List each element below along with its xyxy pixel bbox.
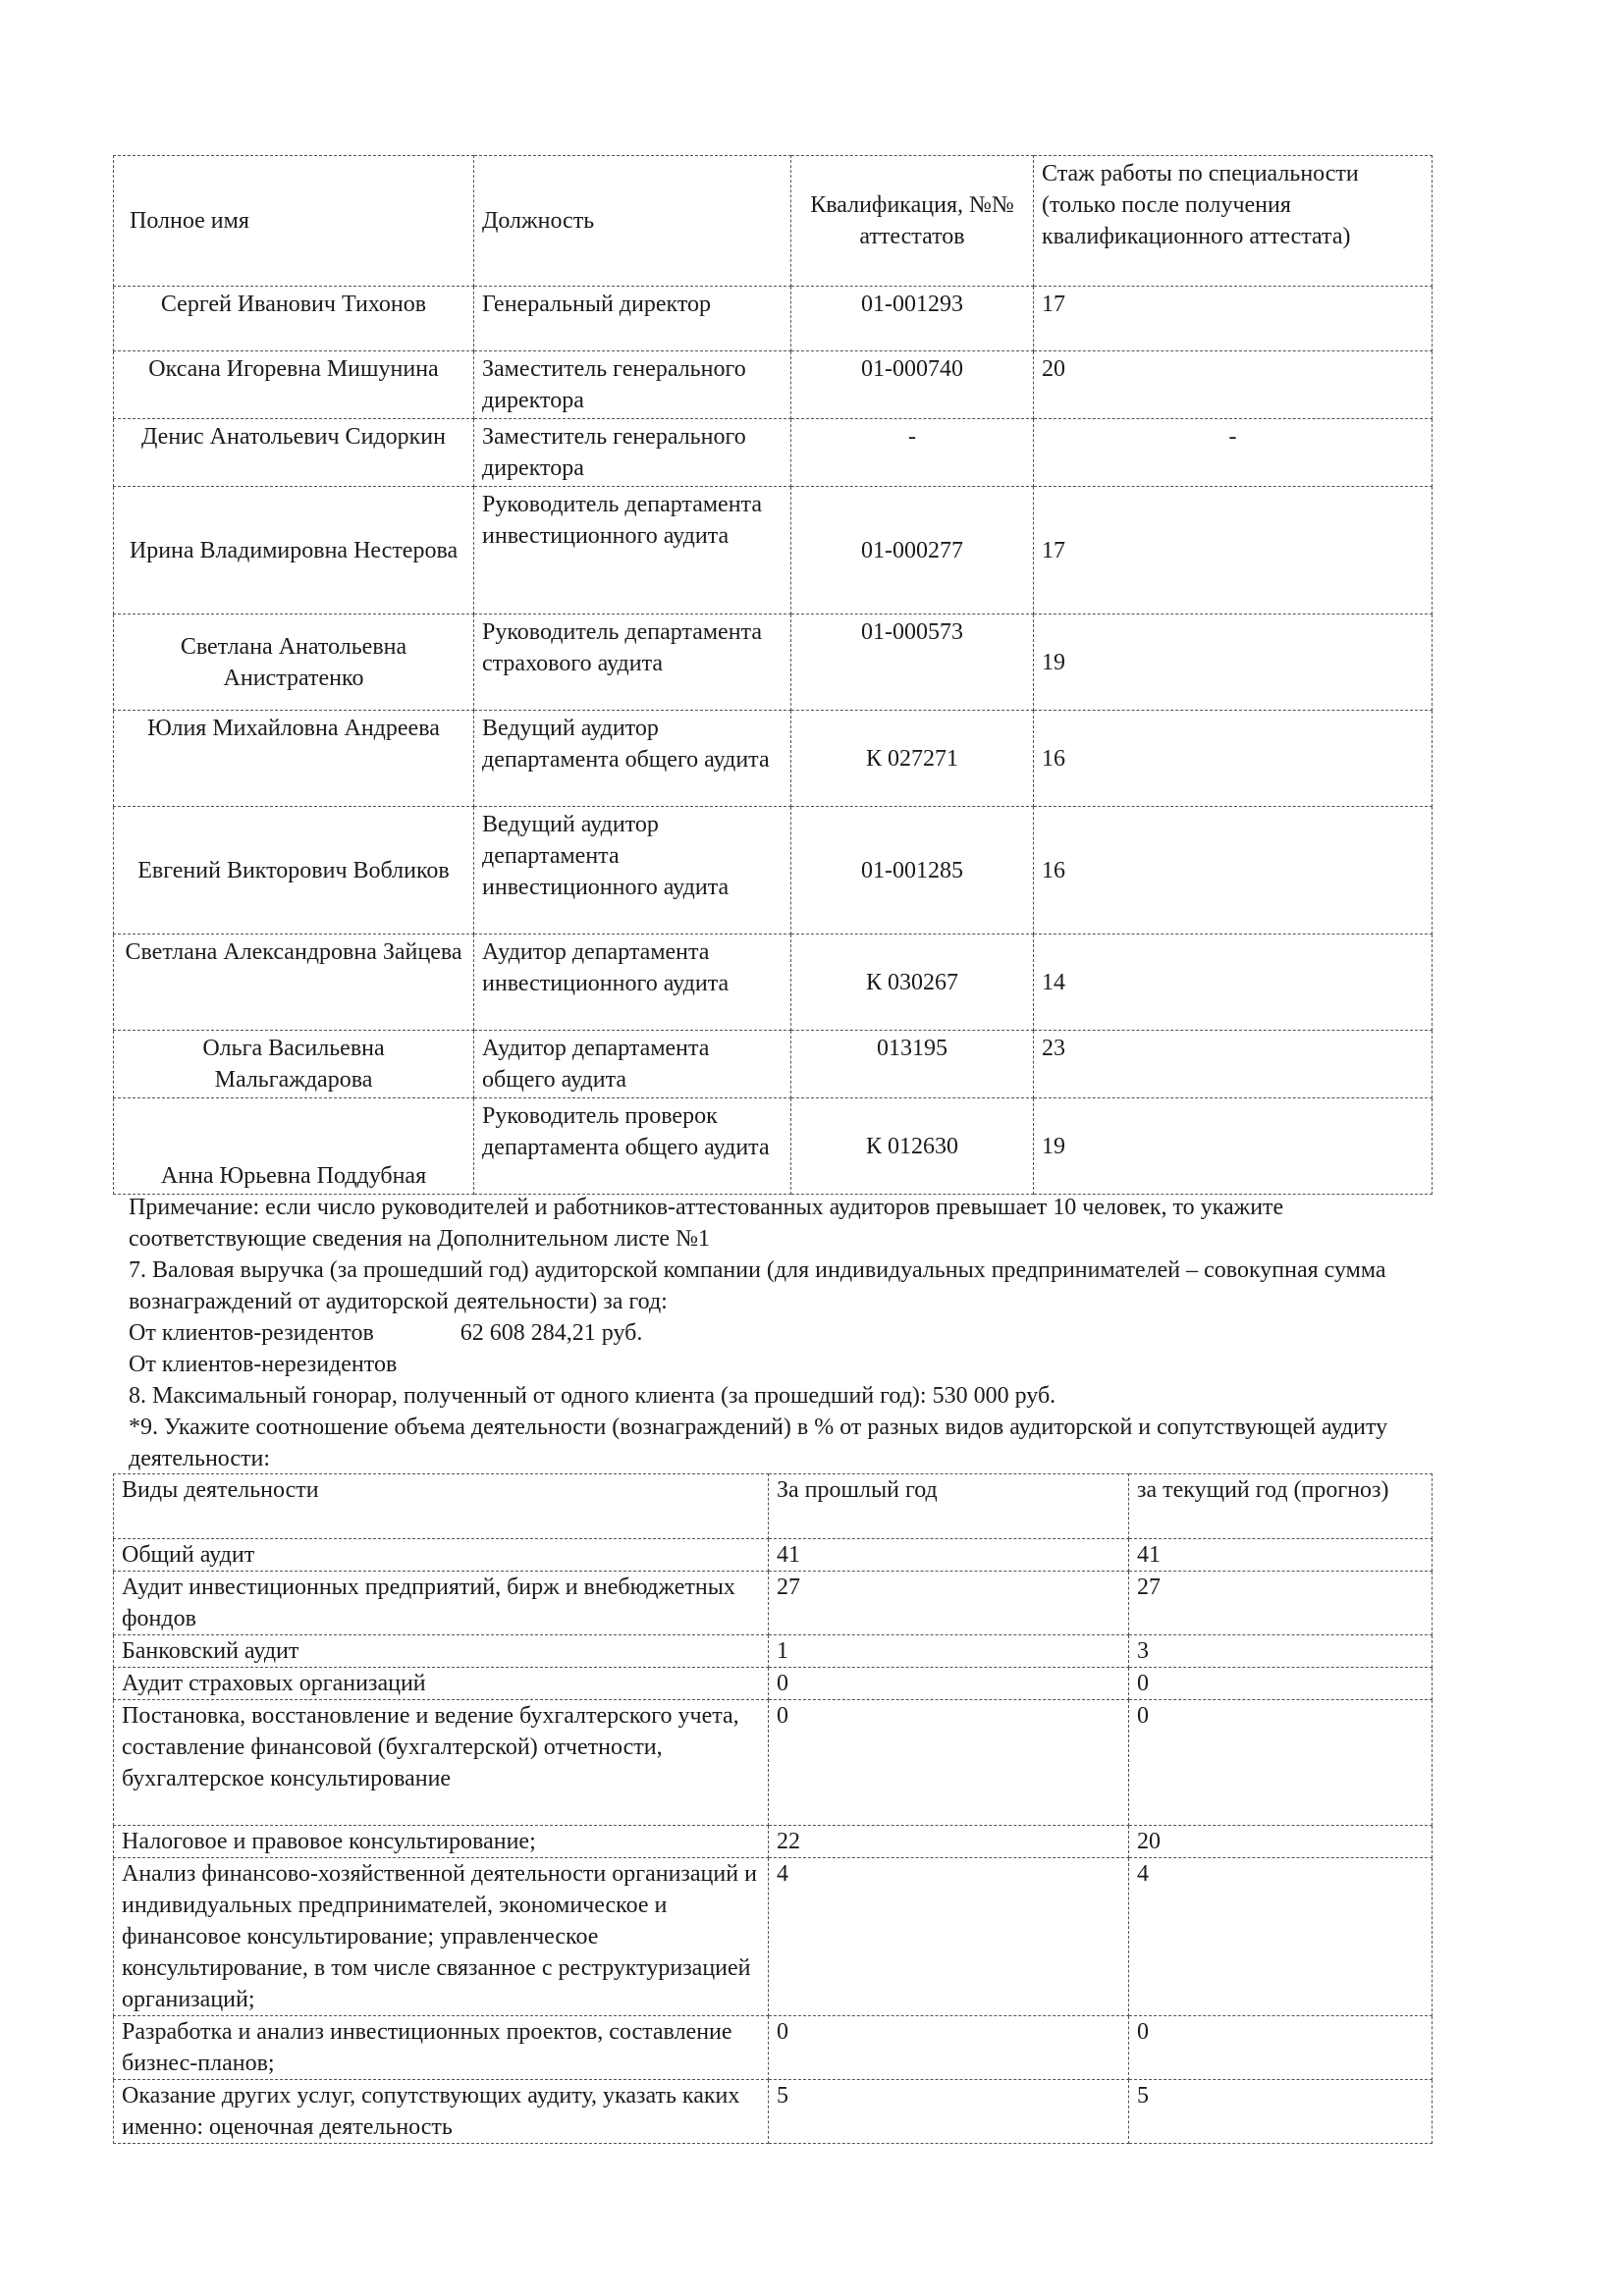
item-9-paragraph: *9. Укажите соотношение объема деятельности (вознаграждений) в % от разных видов аудиторской и сопутствующей аудиту деятельности: [129,1415,1388,1471]
staff-name: Ольга Васильевна Мальгаждарова [114,1031,474,1098]
staff-experience: 17 [1034,287,1433,351]
activity-type: Налоговое и правовое консультирование; [114,1826,769,1858]
header-qualification: Квалификация, №№ аттестатов [791,156,1034,287]
staff-cert: 01-000573 [791,614,1034,711]
staff-name: Светлана Александровна Зайцева [114,934,474,1031]
activity-table [113,1473,1433,2144]
current-year-value: 3 [1129,1635,1433,1668]
current-year-value: 0 [1129,2016,1433,2080]
staff-position: Заместитель генерального директора [474,351,791,419]
header-activity-type: Виды деятельности [114,1474,769,1539]
item-8-paragraph: 8. Максимальный гонорар, полученный от одного клиента (за прошедший год): 530 000 руб. [129,1383,1056,1409]
staff-cert: - [791,419,1034,487]
table-row [114,419,1433,487]
notes-block [129,1192,1444,1474]
table-row [114,2080,1433,2144]
table-row [114,807,1433,934]
last-year-value: 27 [769,1572,1129,1635]
table-row [114,2016,1433,2080]
table-row [114,1539,1433,1572]
last-year-value: 1 [769,1635,1129,1668]
activity-table-header-row [114,1474,1433,1539]
staff-experience: 14 [1034,934,1433,1031]
staff-position: Аудитор департамента инвестиционного аудита [474,934,791,1031]
staff-cert: К 030267 [791,934,1034,1031]
activity-type: Банковский аудит [114,1635,769,1668]
last-year-value: 22 [769,1826,1129,1858]
table-row [114,1668,1433,1700]
staff-experience: 19 [1034,614,1433,711]
activity-type: Аудит страховых организаций [114,1668,769,1700]
staff-name: Светлана Анатольевна Анистратенко [114,614,474,711]
last-year-value: 0 [769,1668,1129,1700]
staff-experience: 19 [1034,1098,1433,1195]
residents-line [129,1317,1444,1349]
table-row [114,1098,1433,1195]
current-year-value: 41 [1129,1539,1433,1572]
header-experience: Стаж работы по специальности (только после получения квалификационного аттестата) [1034,156,1433,287]
table-row [114,1858,1433,2016]
nonresidents-line: От клиентов-нерезидентов [129,1352,398,1377]
table-row [114,287,1433,351]
staff-experience: 17 [1034,487,1433,614]
last-year-value: 4 [769,1858,1129,2016]
staff-position: Руководитель департамента страхового аудита [474,614,791,711]
table-row [114,1572,1433,1635]
staff-table [113,155,1433,1195]
activity-type: Анализ финансово-хозяйственной деятельности организаций и индивидуальных предпринимателей, экономическое и финансовое консультирование; управленческое консультирование, в том числе связанное с реструктуризацией организаций; [114,1858,769,2016]
staff-name: Евгений Викторович Вобликов [114,807,474,934]
table-row [114,1031,1433,1098]
staff-name: Денис Анатольевич Сидоркин [114,419,474,487]
last-year-value: 0 [769,1700,1129,1826]
activity-type: Постановка, восстановление и ведение бухгалтерского учета, составление финансовой (бухгалтерской) отчетности, бухгалтерское консультирование [114,1700,769,1826]
staff-cert: 013195 [791,1031,1034,1098]
staff-table-header-row [114,156,1433,287]
residents-label: От клиентов-резидентов [129,1320,374,1346]
staff-cert: 01-000740 [791,351,1034,419]
staff-position: Руководитель департамента инвестиционного аудита [474,487,791,614]
header-last-year: За прошлый год [769,1474,1129,1539]
last-year-value: 5 [769,2080,1129,2144]
table-row [114,1700,1433,1826]
table-row [114,351,1433,419]
staff-name: Юлия Михайловна Андреева [114,711,474,807]
staff-experience: 16 [1034,711,1433,807]
staff-cert: К 012630 [791,1098,1034,1195]
staff-experience: 20 [1034,351,1433,419]
current-year-value: 27 [1129,1572,1433,1635]
header-position: Должность [474,156,791,287]
last-year-value: 0 [769,2016,1129,2080]
table-row [114,1635,1433,1668]
staff-position: Генеральный директор [474,287,791,351]
staff-name: Анна Юрьевна Поддубная [114,1098,474,1195]
staff-position: Заместитель генерального директора [474,419,791,487]
activity-type: Разработка и анализ инвестиционных проектов, составление бизнес-планов; [114,2016,769,2080]
table-row [114,614,1433,711]
last-year-value: 41 [769,1539,1129,1572]
staff-experience: - [1034,419,1433,487]
staff-name: Оксана Игоревна Мишунина [114,351,474,419]
staff-position: Руководитель проверок департамента общего аудита [474,1098,791,1195]
header-current-year: за текущий год (прогноз) [1129,1474,1433,1539]
current-year-value: 0 [1129,1700,1433,1826]
staff-position: Ведущий аудитор департамента общего аудита [474,711,791,807]
table-row [114,487,1433,614]
current-year-value: 20 [1129,1826,1433,1858]
activity-type: Оказание других услуг, сопутствующих аудиту, указать каких именно: оценочная деятельность [114,2080,769,2144]
item-7-paragraph: 7. Валовая выручка (за прошедший год) аудиторской компании (для индивидуальных предпринимателей – совокупная сумма вознаграждений от аудиторской деятельности) за год: [129,1257,1386,1314]
current-year-value: 4 [1129,1858,1433,2016]
table-row [114,711,1433,807]
staff-cert: 01-001293 [791,287,1034,351]
staff-experience: 23 [1034,1031,1433,1098]
staff-cert: 01-000277 [791,487,1034,614]
staff-position: Аудитор департамента общего аудита [474,1031,791,1098]
staff-cert: 01-001285 [791,807,1034,934]
staff-cert: К 027271 [791,711,1034,807]
staff-name: Сергей Иванович Тихонов [114,287,474,351]
table-row [114,1826,1433,1858]
activity-type: Аудит инвестиционных предприятий, бирж и внебюджетных фондов [114,1572,769,1635]
staff-name: Ирина Владимировна Нестерова [114,487,474,614]
activity-type: Общий аудит [114,1539,769,1572]
staff-experience: 16 [1034,807,1433,934]
current-year-value: 0 [1129,1668,1433,1700]
staff-position: Ведущий аудитор департамента инвестиционного аудита [474,807,791,934]
note-paragraph: Примечание: если число руководителей и работников-аттестованных аудиторов превышает 10 человек, то укажите соответствующие сведения на Дополнительном листе №1 [129,1195,1284,1252]
header-full-name: Полное имя [114,156,474,287]
residents-value: 62 608 284,21 руб. [460,1320,643,1346]
current-year-value: 5 [1129,2080,1433,2144]
table-row [114,934,1433,1031]
